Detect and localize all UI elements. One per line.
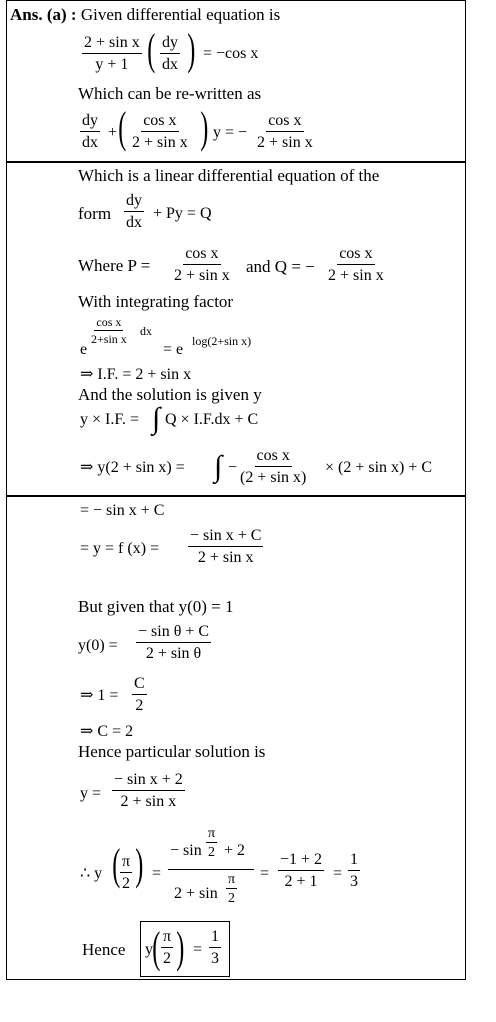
eq2-cos-fraction: $\frac{\text{cos x}}{\text{2 + sin x}}$ — [132, 112, 188, 151]
eq2-y-eq: y = − — [213, 124, 248, 141]
if-eq: = e — [163, 341, 184, 358]
solution-text: And the solution is given y — [78, 385, 262, 404]
fe-big-fraction: − sin $\frac{\pi}{2}$ + 2 2 + sin $\frac{\pi}{2}$ — [168, 824, 254, 916]
eq2-rhs-fraction: $\frac{\text{cos x}}{\text{2 + sin x}}$ — [257, 112, 313, 151]
sol2-fraction: $\frac{\text{cos x}}{\text{(2 + sin x)}}$ — [240, 447, 307, 486]
eq2-open-paren: ( — [118, 103, 127, 152]
if-result: ⇒ I.F. = 2 + sin x — [80, 366, 192, 383]
hence-label: Hence — [82, 940, 126, 959]
rewritten-text: Which can be re-written as — [78, 84, 262, 103]
answer-label: Ans. (a) : — [10, 5, 77, 24]
integral-sign: ∫ — [152, 402, 161, 435]
if-e: e — [80, 341, 88, 358]
sol2-rest: × (2 + sin x) + C — [325, 459, 433, 476]
sol1-lhs: y × I.F. = — [80, 411, 139, 428]
fe-result-fraction: $\frac{1}{3}$ — [350, 851, 358, 890]
fe-mid-fraction: $\frac{-1 + 2}{2 + 1}$ — [280, 851, 323, 890]
answer-header — [10, 5, 280, 25]
fe-pi-over-2: $\frac{\pi}{2}$ — [122, 853, 131, 892]
eq1-fraction: $\frac{\text{2 + sin x}}{y + 1}$ — [84, 34, 140, 73]
sol1-rest: Q × I.F.dx + C — [165, 411, 259, 428]
particular-lhs: y = — [80, 785, 102, 802]
fe-eq3: = — [333, 865, 343, 882]
c-result: ⇒ C = 2 — [80, 723, 134, 740]
y0-lhs: y(0) = — [78, 637, 118, 654]
where-label: Where P = — [78, 256, 151, 275]
hence-result-fraction: $\frac{1}{3}$ — [211, 928, 219, 967]
fe-big-bar — [168, 869, 254, 870]
form-rest: + Py = Q — [153, 205, 212, 222]
fe-eq2: = — [260, 865, 270, 882]
step2-lhs: = y = f (x) = — [80, 540, 160, 557]
eq2-dydx: $\frac{dy}{dx}$ — [82, 112, 98, 151]
if-exp-dx: dx — [140, 324, 152, 338]
step2-fraction: $\frac{\text{− sin x + C}}{\text{2 + sin x}}$ — [190, 527, 262, 566]
form-dydx: $\frac{dy}{dx}$ — [126, 192, 142, 231]
step1: = − sin x + C — [80, 502, 165, 519]
eq1-rhs: = −cos x — [203, 45, 259, 62]
sol2-lhs: ⇒ y(2 + sin x) = — [80, 459, 185, 476]
if-exp-fraction: $\frac{\text{cos x}}{\text{2+sin x}}$ — [91, 315, 127, 346]
fe-num-pi: $\frac{\pi}{2}$ — [208, 826, 216, 860]
if-exp2: log(2+sin x) — [192, 334, 252, 348]
eq1-dydx: $\frac{dy}{dx}$ — [162, 34, 178, 73]
eq1-open-paren: ( — [147, 25, 156, 74]
intro-text: Given differential equation is — [80, 5, 281, 24]
y0-fraction: $\frac{\text{− sin θ + C}}{\text{2 + sin θ}}$ — [138, 623, 210, 662]
particular-text: Hence particular solution is — [78, 742, 266, 761]
linear-text: Which is a linear differential equation of the — [78, 166, 380, 185]
given-text: But given that y(0) = 1 — [78, 597, 234, 616]
fe-open-paren: ( — [112, 840, 121, 889]
fe-close-paren: ) — [135, 840, 144, 889]
particular-fraction: $\frac{\text{− sin x + 2}}{\text{2 + sin x}}$ — [114, 771, 183, 810]
fe-eq: = — [152, 865, 162, 882]
answer-box-middle — [6, 162, 466, 496]
sol2-minus: − — [228, 459, 238, 476]
eq1-close-paren: ) — [187, 25, 196, 74]
p-fraction: $\frac{\text{cos x}}{\text{2 + sin x}}$ — [174, 245, 230, 284]
imp1-lhs: ⇒ 1 = — [80, 687, 119, 704]
form-label: form — [78, 204, 112, 223]
eq2-plus: + — [108, 124, 118, 141]
final-answer-box: y ( $\frac{\pi}{2}$ ) = $\frac{1}{3}$ — [140, 921, 230, 977]
if-text: With integrating factor — [78, 292, 234, 311]
hence-pi-over-2: $\frac{\pi}{2}$ — [163, 928, 172, 967]
integral-sign-2: ∫ — [214, 450, 223, 483]
eq2-close-paren: ) — [200, 103, 209, 152]
imp1-fraction: $\frac{C}{2}$ — [134, 675, 145, 714]
fe-den-pi: $\frac{\pi}{2}$ — [228, 872, 236, 906]
q-fraction: $\frac{\text{cos x}}{\text{2 + sin x}}$ — [328, 245, 384, 284]
therefore-y: ∴ y — [80, 865, 103, 882]
and-q-label: and Q = − — [246, 257, 315, 276]
